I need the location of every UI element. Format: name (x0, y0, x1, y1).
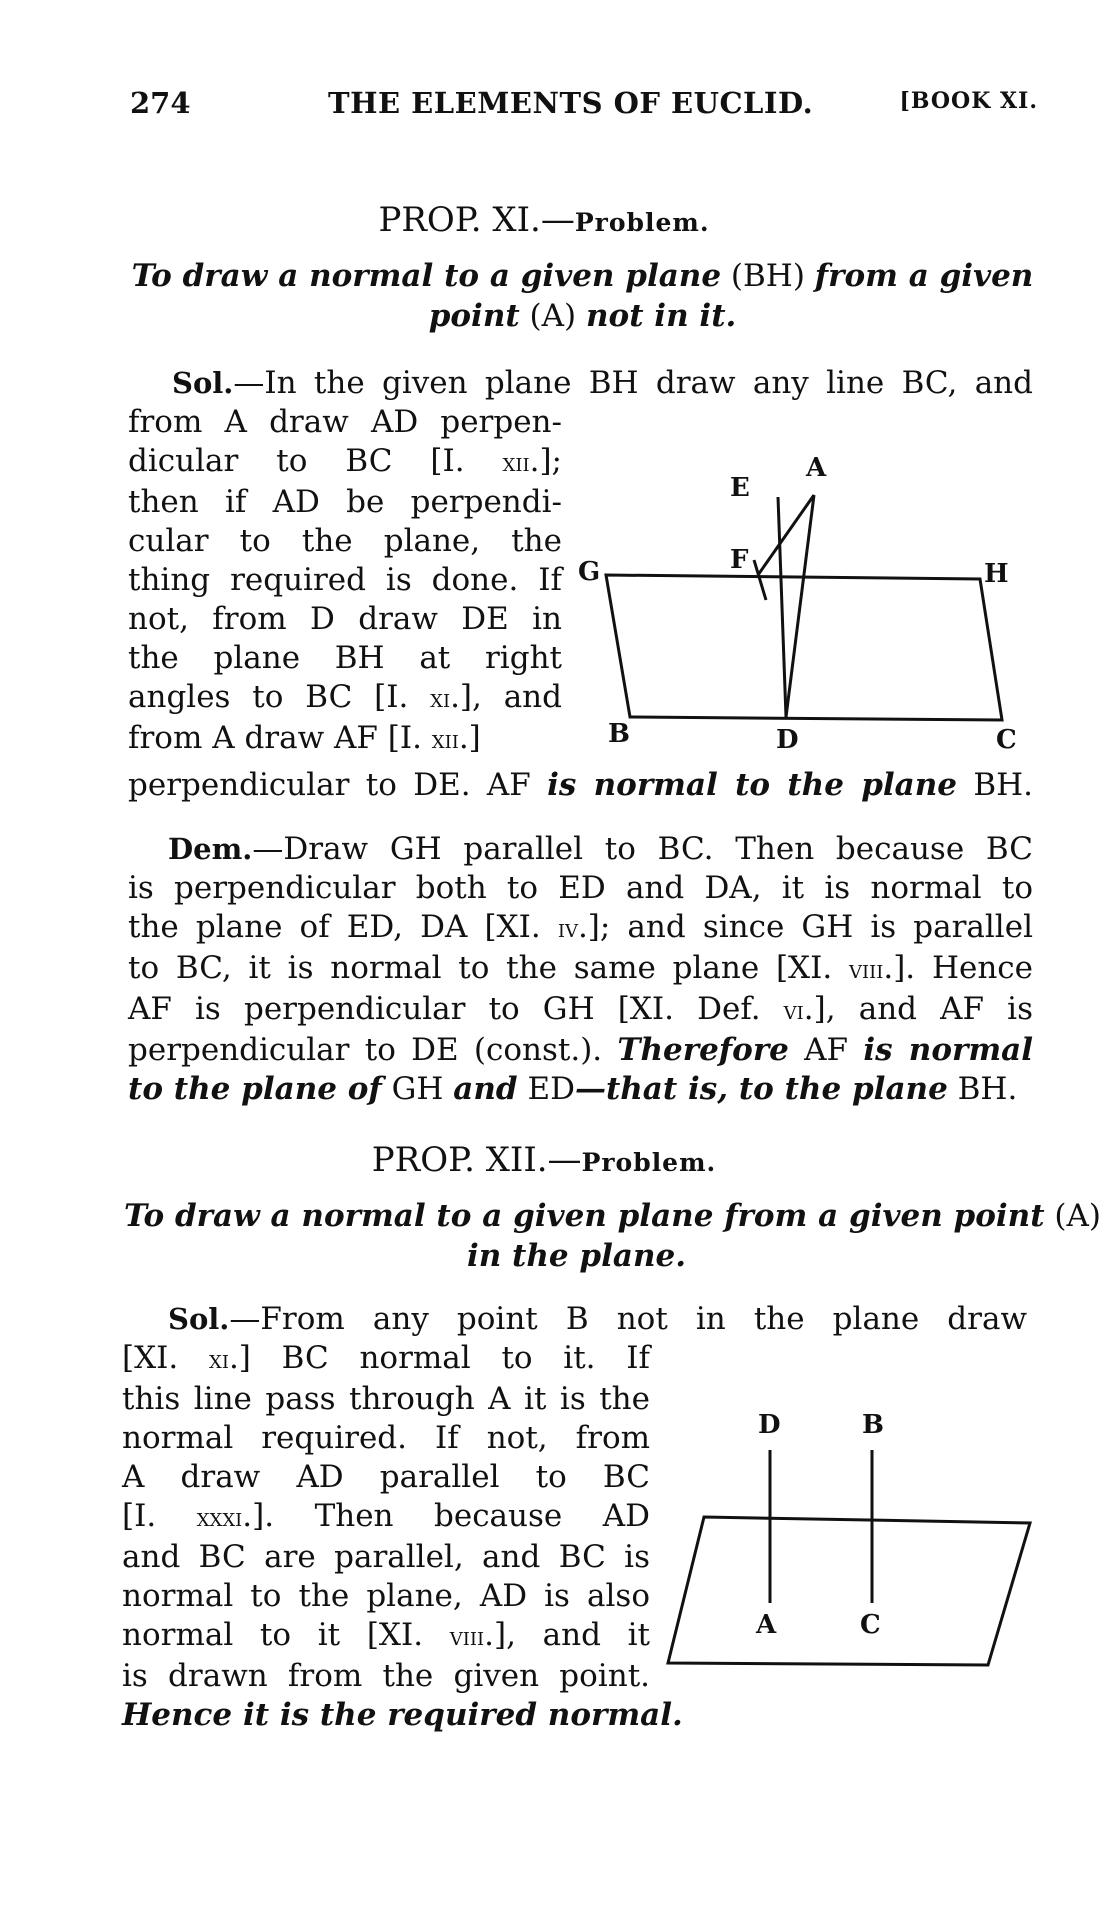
figure-label-h: H (984, 559, 1009, 589)
page-number: 274 (130, 86, 191, 120)
prop-11-solution-narrow: from A draw AD perpen- dicular to BC [I. xii.]; then if AD be perpendi- cular to the plane, the thing required is done. If not, from D draw DE in the plane BH at right angles to BC [I. xi.], and from A draw AF [I. xii.] (128, 404, 562, 756)
prop-11-solution-conclusion: perpendicular to DE. AF is normal to the plane BH. (128, 767, 1033, 803)
figure-label-f: F (730, 545, 749, 575)
prop-12-solution: Sol.—From any point B not in the plane draw (168, 1301, 1027, 1337)
prop-11-figure (578, 450, 1018, 770)
prop-12-title: PROP. XII.—Problem. (371, 1140, 717, 1180)
running-header (130, 86, 1038, 126)
figure-label-a: A (806, 453, 827, 483)
prop-11-title: PROP. XI.—Problem. (378, 200, 710, 240)
prop-11-enunciation: To draw a normal to a given plane (BH) from a given point (A) not in it. (131, 258, 1034, 334)
prop-12-enunciation: To draw a normal to a given plane from a given point (A) in the plane. (124, 1198, 1101, 1274)
figure-label-d: D (758, 1410, 781, 1440)
figure-label-d: D (776, 725, 799, 755)
prop-12-solution-narrow: [XI. xi.] BC normal to it. If this line pass through A it is the normal required. If not, from A draw AD parallel to BC [I. xxxi.]. Then because AD and BC are parallel, and BC is normal to the plane, AD is also normal to it [XI. viii.], and it is drawn from the given point. Hence it is the required normal. (122, 1340, 683, 1733)
running-title: THE ELEMENTS OF EUCLID. (328, 86, 814, 120)
figure-label-a: A (756, 1610, 777, 1640)
figure-label-b: B (862, 1410, 884, 1440)
prop-11-demonstration: Dem.—Draw GH parallel to BC. Then because BC is perpendicular both to ED and DA, it is normal to the plane of ED, DA [XI. iv.]; and since GH is parallel to BC, it is normal to the same plane [XI. viii.]. Hence AF is perpendicular to GH [XI. Def. vi.], and AF is perpendicular to DE (const.). Therefore AF is normal to the plane of GH and ED—that is, to the plane BH. (128, 831, 1033, 1107)
figure-label-c: C (996, 725, 1017, 755)
book-reference: [BOOK XI. (899, 88, 1038, 114)
figure-label-e: E (730, 473, 750, 503)
prop-11-solution: Sol.—In the given plane BH draw any line BC, and (172, 365, 1033, 401)
figure-label-b: B (608, 719, 630, 749)
figure-label-g: G (578, 557, 601, 587)
figure-label-c: C (860, 1610, 881, 1640)
prop-12-figure (660, 1395, 1040, 1705)
